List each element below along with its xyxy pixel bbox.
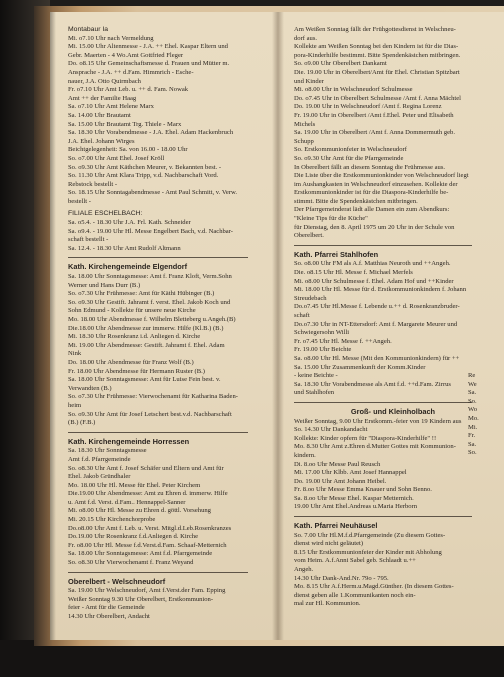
text-line: Michels	[294, 120, 316, 128]
text-line: Re	[468, 372, 476, 379]
text-line: Die. o8.15 Uhr Hl. Messe f. Michael Merfels	[294, 269, 413, 277]
page-fold-shadow	[50, 12, 56, 640]
section-heading: Kath. Kirchengemeinde Elgendorf	[68, 262, 188, 272]
schedule-lines	[68, 219, 268, 253]
text-line: Sa. 18.00 Uhr Sonntagsmesse: Amt f. Franz Kloft, Verm.Sohn	[68, 273, 232, 281]
text-line: Mi.	[468, 423, 478, 431]
text-line: Rebstock bestellt -	[68, 180, 118, 188]
section-heading: Kath. Pfarrei Neuhäusel	[294, 521, 378, 531]
text-line: Die Liste über die Erstkommunionkinder von Welschneudorf liegt	[294, 172, 469, 180]
text-line: Mi. o8.00 Uhr in Welschneudorf Schulmesse	[294, 86, 413, 94]
text-line: Sa.	[468, 440, 477, 448]
text-line: (B.) (F.B.)	[68, 419, 96, 427]
text-line: So. o7.30 Uhr Frühmesse: Vierwochenamt für Katharina Baden-	[68, 393, 238, 401]
text-line: Kollekte am Weißen Sonntag bei den Kindern ist für die Dias-	[294, 43, 459, 51]
text-line: Erstkommunionkinder ist für die Diaspora-Kinderhilfe be-	[294, 189, 449, 197]
section-heading: Kath. Pfarrei Stahlhofen	[294, 249, 379, 259]
text-line: Kollekte: Kinder opfern für "Diaspora-Kinderhilfe" !!	[294, 434, 437, 442]
text-line: Mi. 15.00 Uhr Altenmesse - J.A. ++ Ehel. Kaspar Eltern und	[68, 43, 228, 51]
text-line: So. o8.00 Uhr FM als A.f. Matthias Neuroth und ++Angeh.	[294, 260, 451, 268]
section-montabaur	[68, 26, 268, 206]
text-line: So. 7.00 Uhr Hl.M.f.d.Pfarrgemeinde (Zu diesem Gottes-	[294, 531, 446, 539]
text-line: Sa. 14.00 Uhr Brautamt	[68, 111, 131, 119]
text-line: Mo. 8.15 Uhr A.f.Herm.u.Magd.Günther. (In diesem Gottes-	[294, 583, 454, 591]
text-line: Do.o7.30 Uhr in NT-Ettersdorf: Amt f. Margarete Meurer und	[294, 320, 458, 328]
text-line: Sa. o8.00 Uhr Hl. Messe (Mit den Kommunionkindern) für ++	[294, 354, 460, 362]
text-line: Sa. 15.00 Uhr Zusammenkunft der Komm.Kinder	[294, 363, 426, 371]
text-line: Mi. o8.00 Uhr Hl. Messe zu Ehren d. göttl. Vorsehung	[68, 507, 211, 515]
text-line: Fr. 19.00 Uhr Beichte	[294, 346, 352, 354]
divider	[294, 402, 472, 403]
text-line: Oberelbert.	[294, 232, 324, 240]
text-line: Wo	[468, 406, 477, 414]
text-line: Weißer Sonntag 9.30 Uhr Oberelbert, Erstkommunion-	[68, 595, 214, 603]
schedule-lines	[294, 532, 492, 609]
text-line: So. Erstkommunionfeier in Welschneudorf	[294, 146, 407, 154]
text-line: Fr. 18.00 Uhr Abendmesse für Hermann Ruster (B.)	[68, 367, 205, 375]
schedule-lines	[68, 447, 268, 567]
text-line: Weißer Sonntag, 9.00 Uhr Erstkomm.-feier von 19 Kindern aus	[294, 417, 462, 425]
text-line: vom Heim. A.f.Anni Sabel geb. Schlaadt u.++	[294, 557, 416, 565]
adjacent-column-edge	[468, 372, 502, 458]
text-line: für Dienstag, den 8. April 1975 um 20 Uhr in der Schule von	[294, 223, 455, 231]
text-line: und Stahlhofen	[294, 389, 335, 397]
text-line: Gebr. Maerten - 4 Wo.Amt Gottfried Fleger	[68, 51, 184, 59]
text-line: Der Pfarrgemeinderat lädt alle Damen ein zum Abendkurs:	[294, 206, 450, 214]
divider	[294, 245, 472, 246]
text-line: Mo.	[468, 414, 479, 422]
text-line: Do. o7.45 Uhr in Oberelbert Schulmesse /Amt f. Anna Mächtel	[294, 94, 462, 102]
text-line: Die.18.00 Uhr Abendmesse zur immerw. Hilfe (Kl.B.) (B.)	[68, 324, 224, 332]
section-grossbach	[294, 408, 492, 512]
schedule-lines	[68, 587, 268, 621]
schedule-lines	[294, 418, 492, 513]
text-line: Fr. o7.10 Uhr Amt Leb. u. ++ d. Fam. Nowak	[68, 86, 189, 94]
text-line: schaft	[294, 312, 310, 319]
text-line: Fr. o8.00 Uhr Hl. Messe f.d.Verst.d.Fam. Schaaf-Metternich	[68, 541, 227, 549]
text-line: Mi. 18.30 Uhr Rosenkranz i.d. Anliegen d. Kirche	[68, 333, 201, 341]
text-line: heim	[68, 401, 82, 409]
divider	[68, 257, 248, 258]
text-line: dienst wird nicht geläutet)	[294, 540, 364, 548]
section-heading: Groß- und Kleinholbach	[350, 406, 436, 416]
text-line: Fr. o7.45 Uhr Hl. Messe f. ++Angeh.	[294, 337, 392, 345]
text-line: Sa. 12.4. - 18.30 Uhr Amt Rudolf Altmann	[68, 244, 181, 252]
text-line: 14.30 Uhr Dank-And.Nr. 79o - 795.	[294, 574, 389, 582]
section-horressen	[68, 438, 268, 568]
text-line: bestellt -	[68, 197, 91, 205]
text-line: Sa. o7.10 Uhr Amt Helene Marx	[68, 103, 154, 111]
text-line: In Oberelbert fällt an diesem Sonntag die Frühmesse aus.	[294, 163, 446, 171]
text-line: So. o9.30 Uhr Amt für Josef Letschert best.v.d. Nachbarschaft	[68, 410, 232, 418]
text-line: Sa. 18.30 Uhr Vorabendmesse - J.A. Ehel. Adam Hackenbruch	[68, 129, 234, 137]
text-line: Beichtgelegenheit: Sa. von 16.00 - 18.00 Uhr	[68, 146, 188, 154]
text-line: Do.o8.00 Uhr Amt f. Leb. u. Verst. Mitgl.d.Leb.Rosenkranzes	[68, 524, 232, 532]
text-line: So. o7.30 Uhr Frühmesse: Amt für Käthi Hübinger (B.)	[68, 290, 215, 298]
text-line: Sa. 18.30 Uhr Sonntagsmesse	[68, 447, 147, 455]
text-line: pora-Kinderhilfe bestimmt. Bitte Spendenkästchen mitbringen.	[294, 51, 461, 59]
section-welschneudorf	[68, 578, 268, 622]
text-line: Mi. 19.00 Uhr Abendmesse: Gestift. Jahramt f. Ehel. Adam	[68, 341, 225, 349]
text-line: So.	[468, 397, 477, 405]
text-line: Sa. 8.oo Uhr Messe Ehel. Kaspar Metternich.	[294, 494, 414, 502]
text-line: Mi. 20.15 Uhr Kirchenchorprobe	[68, 516, 156, 524]
text-line: Do. o8.15 Uhr Gemeinschaftsmesse d. Frauen und Mütter m.	[68, 60, 230, 68]
text-line: Sa. o5.4. - 18.30 Uhr J.A. Frl. Kath. Schneider	[68, 219, 191, 227]
text-line: So. o8.30 Uhr Vierwochenamt f. Franz Weyand	[68, 559, 194, 567]
text-line: Schwiegersohn Willi	[294, 329, 350, 337]
text-line: Mo. 18.00 Uhr Abendmesse f. Wilhelm Bletteberg u.Angeh.(B)	[68, 316, 236, 323]
text-line: Sa. 15.00 Uhr Brautamt Trg. Thiele - Marx	[68, 120, 182, 128]
text-line: mal zur Hl. Kommunion.	[294, 600, 361, 608]
right-column	[294, 26, 492, 609]
text-line: nauer, J.A. Otto Quirmbach	[68, 77, 141, 85]
text-line: Mi. 18.00 Uhr Hl. Messe für d. Erstkommunionkindern f. Johann	[294, 286, 467, 294]
text-line: Amt ++ der Familie Haag	[68, 94, 137, 102]
left-column	[68, 26, 268, 622]
text-line: Do. 18.00 Uhr Abendmesse für Franz Wolf (B.)	[68, 358, 194, 366]
text-line: So. o7.00 Uhr Amt Ehel. Josef Kröll	[68, 154, 165, 162]
text-line: Angeh.	[294, 566, 314, 574]
text-line: Mo. 8.30 Uhr Amt z.Ehren d.Mutter Gottes mit Kommunion-	[294, 443, 456, 451]
text-line: feier - Amt für die Gemeinde	[68, 604, 145, 612]
text-line: Sohn Edmund - Kollekte für unsere neue Kirche	[68, 307, 196, 315]
text-line: Mi. 17.00 Uhr Klbb. Amt Josef Hannappel	[294, 469, 407, 477]
text-line: Sa. 19.00 Uhr Welschneudorf, Amt f.Verst.der Fam. Epping	[68, 587, 226, 595]
section-heading: Montabaur Ia	[68, 26, 109, 33]
text-line: 14.30 Uhr Oberelbert, Andacht	[68, 613, 150, 620]
section-stahlhofen	[294, 251, 492, 398]
text-line: Amt f.d. Pfarrgemeinde	[68, 455, 131, 463]
divider	[68, 432, 248, 433]
text-line: dorf aus.	[294, 34, 318, 42]
section-heading: Oberelbert - Welschneudorf	[68, 576, 166, 586]
text-line: Fr.	[468, 432, 476, 440]
schedule-lines	[68, 35, 268, 207]
text-line: Streudebach	[294, 294, 327, 302]
text-line: So. 11.30 Uhr Amt Klara Tripp, v.d. Nachbarschaft Vord.	[68, 172, 219, 180]
text-line: stimmt. Bitte die Spendenkästchen mitbringen.	[294, 197, 418, 205]
text-line: Do.o7.45 Uhr Hl.Messe f. Lebende u.++ d. Rosenkranzbruder-	[294, 303, 460, 311]
text-line: im Aushangkasten in Welschneudorf einzusehen. Kollekte der	[294, 180, 458, 188]
text-line: Sa. 18.00 Uhr Sonntagsmesse: Amt f.d. Pfarrgemeinde	[68, 550, 213, 558]
text-line: "Kleine Tips für die Küche"	[294, 215, 368, 223]
text-line: So. o9.00 Uhr Oberelbert Dankamt	[294, 60, 387, 68]
text-line: u. Amt f.d. Verst. d.Fam.. Hennappel-Sanner	[68, 498, 186, 506]
center-gutter-shadow	[272, 12, 284, 640]
divider	[68, 572, 248, 573]
text-line: So.	[468, 449, 477, 457]
text-line: Sa. 19.00 Uhr in Oberelbert /Amt f. Anna Dommermuth geb.	[294, 129, 455, 137]
section-neuhaeusel	[294, 522, 492, 609]
schedule-lines	[294, 260, 492, 398]
text-line: Sa. 18.00 Uhr Sonntagsmesse: Amt für Luise Fein best. v.	[68, 376, 221, 384]
text-line: So. o8.30 Uhr Amt f. Josef Schäfer und Eltern und Amt für	[68, 464, 224, 472]
text-line: Ehel. Jakob Gründhaler	[68, 473, 131, 481]
text-line: 19.00 Uhr Amt Ehel.Andreas u.Maria Herborn	[294, 503, 418, 511]
text-line: Fr. 19.00 Uhr in Oberelbert /Amt f.Ehel. Peter und Elisabeth	[294, 111, 454, 119]
text-line: J.A. Ehel. Johann Wirges	[68, 137, 135, 145]
text-line: Sa.	[468, 389, 477, 397]
section-eschelbach	[68, 210, 268, 253]
text-line: We	[468, 380, 477, 388]
text-line: 8.15 Uhr Erstkommunionfeier der Kinder mit Abholung	[294, 548, 442, 556]
text-line: Am Weißen Sonntag fällt der Frühgottesdienst in Welschneu-	[294, 26, 456, 33]
text-line: dienst geben alle 1.Kommunikanten noch ein-	[294, 591, 416, 599]
divider	[294, 516, 472, 517]
text-line: Nink	[68, 350, 82, 358]
section-elgendorf	[68, 263, 268, 427]
text-line: Mi. o7.10 Uhr nach Vermeldung	[68, 34, 154, 42]
text-line: und Kinder	[294, 77, 324, 85]
text-line: Mo. 18.00 Uhr Hl. Messe für Ehel. Peter Kirchem	[68, 481, 201, 489]
text-line: Do. 19.00 Uhr Amt Johann Heibel.	[294, 477, 387, 485]
text-line: So. 14.30 Uhr Dankandacht	[294, 426, 368, 434]
text-line: Do.19.00 Uhr Rosenkranz f.d.Anliegen d. Kirche	[68, 533, 199, 541]
text-line: - keine Beichte -	[294, 372, 338, 380]
text-line: So. o9.30 Uhr Amt für die Pfarrgemeinde	[294, 154, 404, 162]
text-line: Verwandten (B.)	[68, 384, 112, 392]
text-line: Do. 19.00 Uhr in Welschneudorf /Amt f. Regina Lorenz	[294, 103, 442, 111]
text-line: Werner und Hans Durr (B.)	[68, 281, 141, 289]
section-heading: Kath. Kirchengemeinde Horressen	[68, 436, 190, 446]
text-line: Di. 8.oo Uhr Messe Paul Reusch	[294, 460, 381, 468]
text-line: Die. 19.00 Uhr in Oberelbert/Amt für Ehel. Christian Spitzbart	[294, 68, 460, 76]
text-line: Fr. 8.oo Uhr Messe Emma Knauer und Sohn Benno.	[294, 486, 432, 494]
text-line: schaft bestellt -	[68, 236, 109, 244]
text-line: Sa. o9.4. - 19.00 Uhr Hl. Messe Engelbert Bach, v.d. Nachbar-	[68, 227, 233, 235]
schedule-lines	[68, 273, 268, 428]
text-line: Schupp	[294, 137, 314, 145]
announcement-lines	[294, 26, 492, 241]
text-line: So. o9.30 Uhr Gestift. Jahramt f. verst. Ehel. Jakob Koch und	[68, 298, 231, 306]
text-line: Die.19.00 Uhr Abendmesse: Amt zu Ehren d. immerw. Hilfe	[68, 490, 228, 498]
text-line: Sa. 18.30 Uhr Vorabendmesse als Amt f.d. ++d.Fam. Zirrus	[294, 380, 452, 388]
text-line: So. 18.15 Uhr Sonntagabendmesse - Amt Paul Schmitt, v. Verw.	[68, 189, 237, 197]
text-line: Ansprache - J.A. ++ d.Fam. Himmrich - Esche-	[68, 68, 194, 76]
text-line: kindern.	[294, 451, 316, 459]
section-heading: FILIALE ESCHELBACH:	[68, 210, 143, 218]
text-line: Mi. o8.00 Uhr Schulmesse f. Ehel. Adam Hof und ++Kinder	[294, 277, 454, 285]
text-line: So. o9.30 Uhr Amt Käthchen Meurer, v. Bekannten best. -	[68, 163, 222, 171]
